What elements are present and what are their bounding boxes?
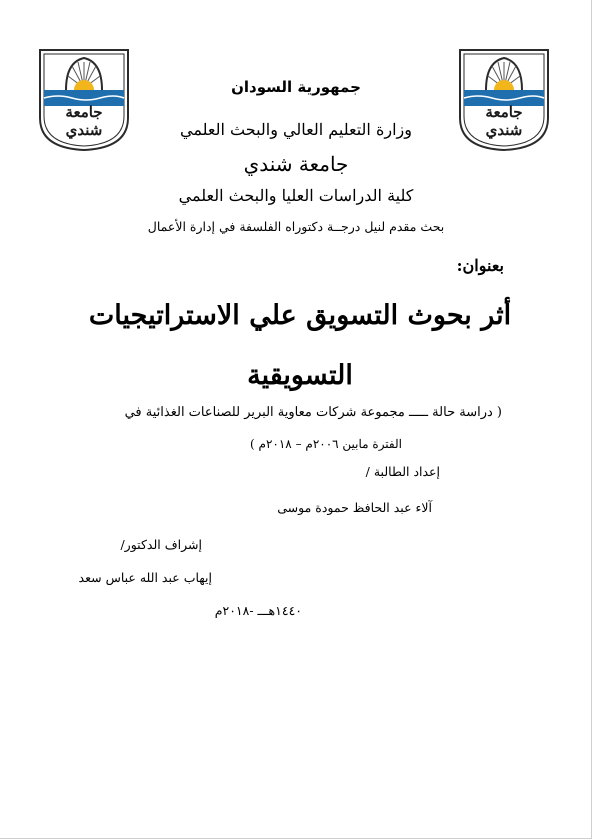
ministry-heading: وزارة التعليم العالي والبحث العلمي	[180, 120, 412, 139]
thesis-title-line1: أثر بحوث التسويق علي الاستراتيجيات	[88, 300, 512, 331]
logo-text-line1: جامعة	[485, 103, 523, 121]
supervisor-name: إيهاب عبد الله عباس سعد	[78, 570, 212, 585]
title-label: بعنوان:	[456, 256, 504, 275]
university-logo-left	[38, 48, 130, 152]
logo-text-line1: جامعة	[65, 103, 103, 121]
degree-statement: بحث مقدم لنيل درجــة دكتوراه الفلسفة في إدارة الأعمال	[147, 219, 445, 234]
submission-date: ١٤٤٠هـــ -٢٠١٨م	[214, 603, 302, 618]
logo-text-line2: شندي	[485, 121, 523, 139]
case-study-line1: ( دراسة حالة ـــــ مجموعة شركات معاوية البرير للصناعات الغذائية في	[124, 405, 502, 420]
prepared-by-label: إعداد الطالبة /	[365, 464, 440, 479]
case-study-line2: الفترة مابين ٢٠٠٦م – ٢٠١٨م )	[250, 437, 402, 451]
student-name: آلاء عبد الحافظ حمودة موسى	[277, 500, 432, 515]
logo-text-line2: شندي	[65, 121, 103, 139]
thesis-title-line2: التسويقية	[247, 360, 353, 391]
university-name: جامعة شندي	[243, 152, 349, 176]
republic-heading: جمهورية السودان	[231, 78, 361, 96]
supervisor-label: إشراف الدكتور/	[120, 537, 202, 552]
college-name: كلية الدراسات العليا والبحث العلمي	[178, 186, 414, 205]
